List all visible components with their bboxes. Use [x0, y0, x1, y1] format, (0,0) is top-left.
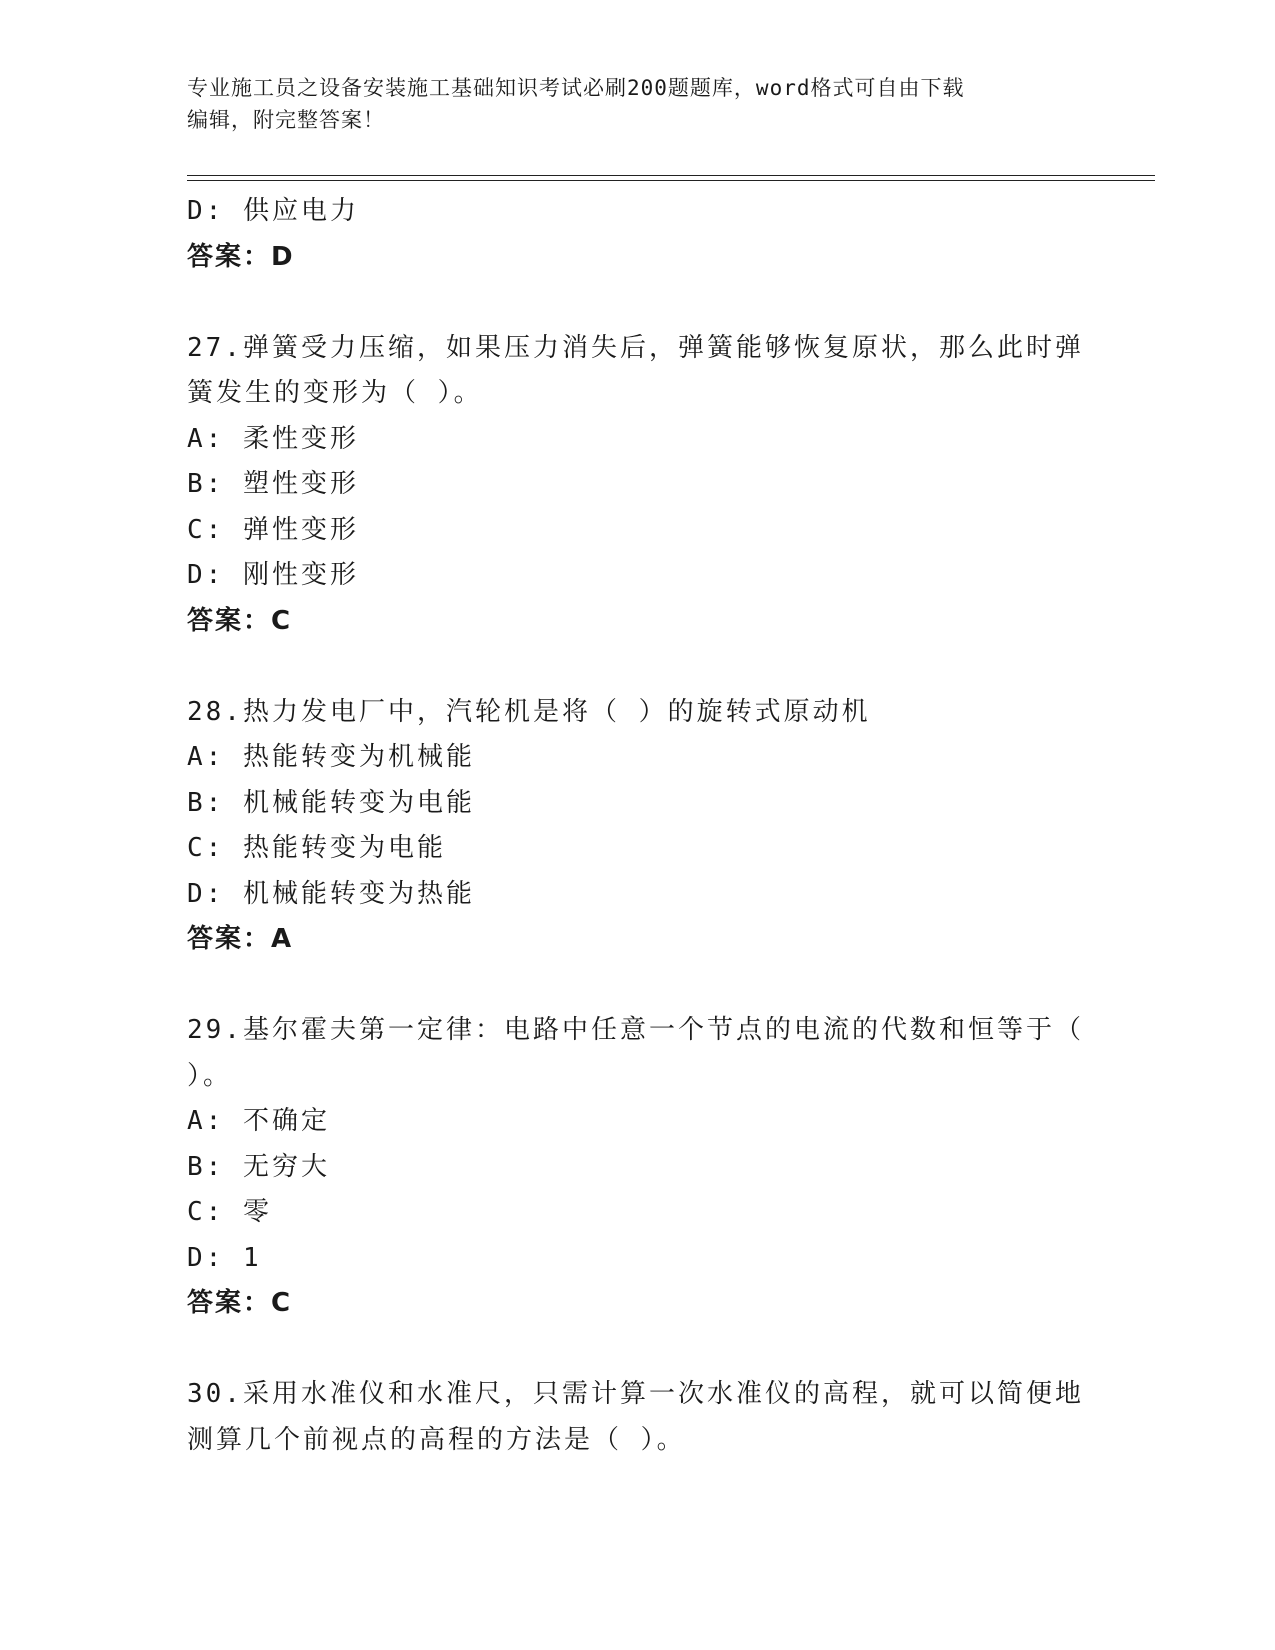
option-c: C: 零 — [187, 1197, 272, 1227]
spacer — [187, 963, 1087, 1009]
question-30-stem-line-2: 测算几个前视点的高程的方法是（ ）。 — [187, 1424, 686, 1455]
spacer — [187, 1327, 1087, 1373]
question-29-stem-line-1: 29.基尔霍夫第一定律：电路中任意一个节点的电流的代数和恒等于（ — [187, 1015, 1084, 1045]
answer: 答案：C — [187, 605, 293, 636]
option-c: C: 弹性变形 — [187, 514, 359, 545]
option-b: B: 无穷大 — [187, 1151, 330, 1182]
option-d: D: 机械能转变为热能 — [187, 878, 475, 909]
spacer — [187, 280, 1087, 326]
option-b: B: 机械能转变为电能 — [187, 787, 475, 818]
spacer — [187, 644, 1087, 690]
option-a: A: 热能转变为机械能 — [187, 742, 475, 772]
option-a: A: 柔性变形 — [187, 423, 359, 454]
question-29-stem-line-2: ）。 — [187, 1060, 233, 1091]
question-content — [187, 189, 1087, 1463]
question-27-stem-line-1: 27.弹簧受力压缩，如果压力消失后，弹簧能够恢复原状，那么此时弹 — [187, 332, 1084, 363]
answer: 答案：D — [187, 241, 295, 272]
option-c: C: 热能转变为电能 — [187, 833, 446, 863]
header-divider-bottom — [187, 180, 1155, 181]
question-27-stem-line-2: 簧发生的变形为（ ）。 — [187, 378, 483, 408]
answer: 答案：A — [187, 924, 294, 954]
question-30-stem-line-1: 30.采用水准仪和水准尺，只需计算一次水准仪的高程，就可以简便地 — [187, 1379, 1084, 1409]
option-a: A: 不确定 — [187, 1106, 330, 1136]
option-d: D: 刚性变形 — [187, 560, 359, 590]
answer: 答案：C — [187, 1288, 293, 1318]
header-line-2: 编辑，附完整答案！ — [187, 108, 385, 132]
header-divider-top — [187, 175, 1155, 176]
question-28-stem-line-1: 28.热力发电厂中，汽轮机是将（ ）的旋转式原动机 — [187, 696, 871, 727]
header-line-1: 专业施工员之设备安装施工基础知识考试必刷200题题库，word格式可自由下载 — [187, 76, 965, 100]
option-d: D: 供应电力 — [187, 196, 359, 226]
option-b: B: 塑性变形 — [187, 469, 359, 499]
option-d: D: 1 — [187, 1242, 262, 1273]
document-header — [187, 72, 1087, 136]
